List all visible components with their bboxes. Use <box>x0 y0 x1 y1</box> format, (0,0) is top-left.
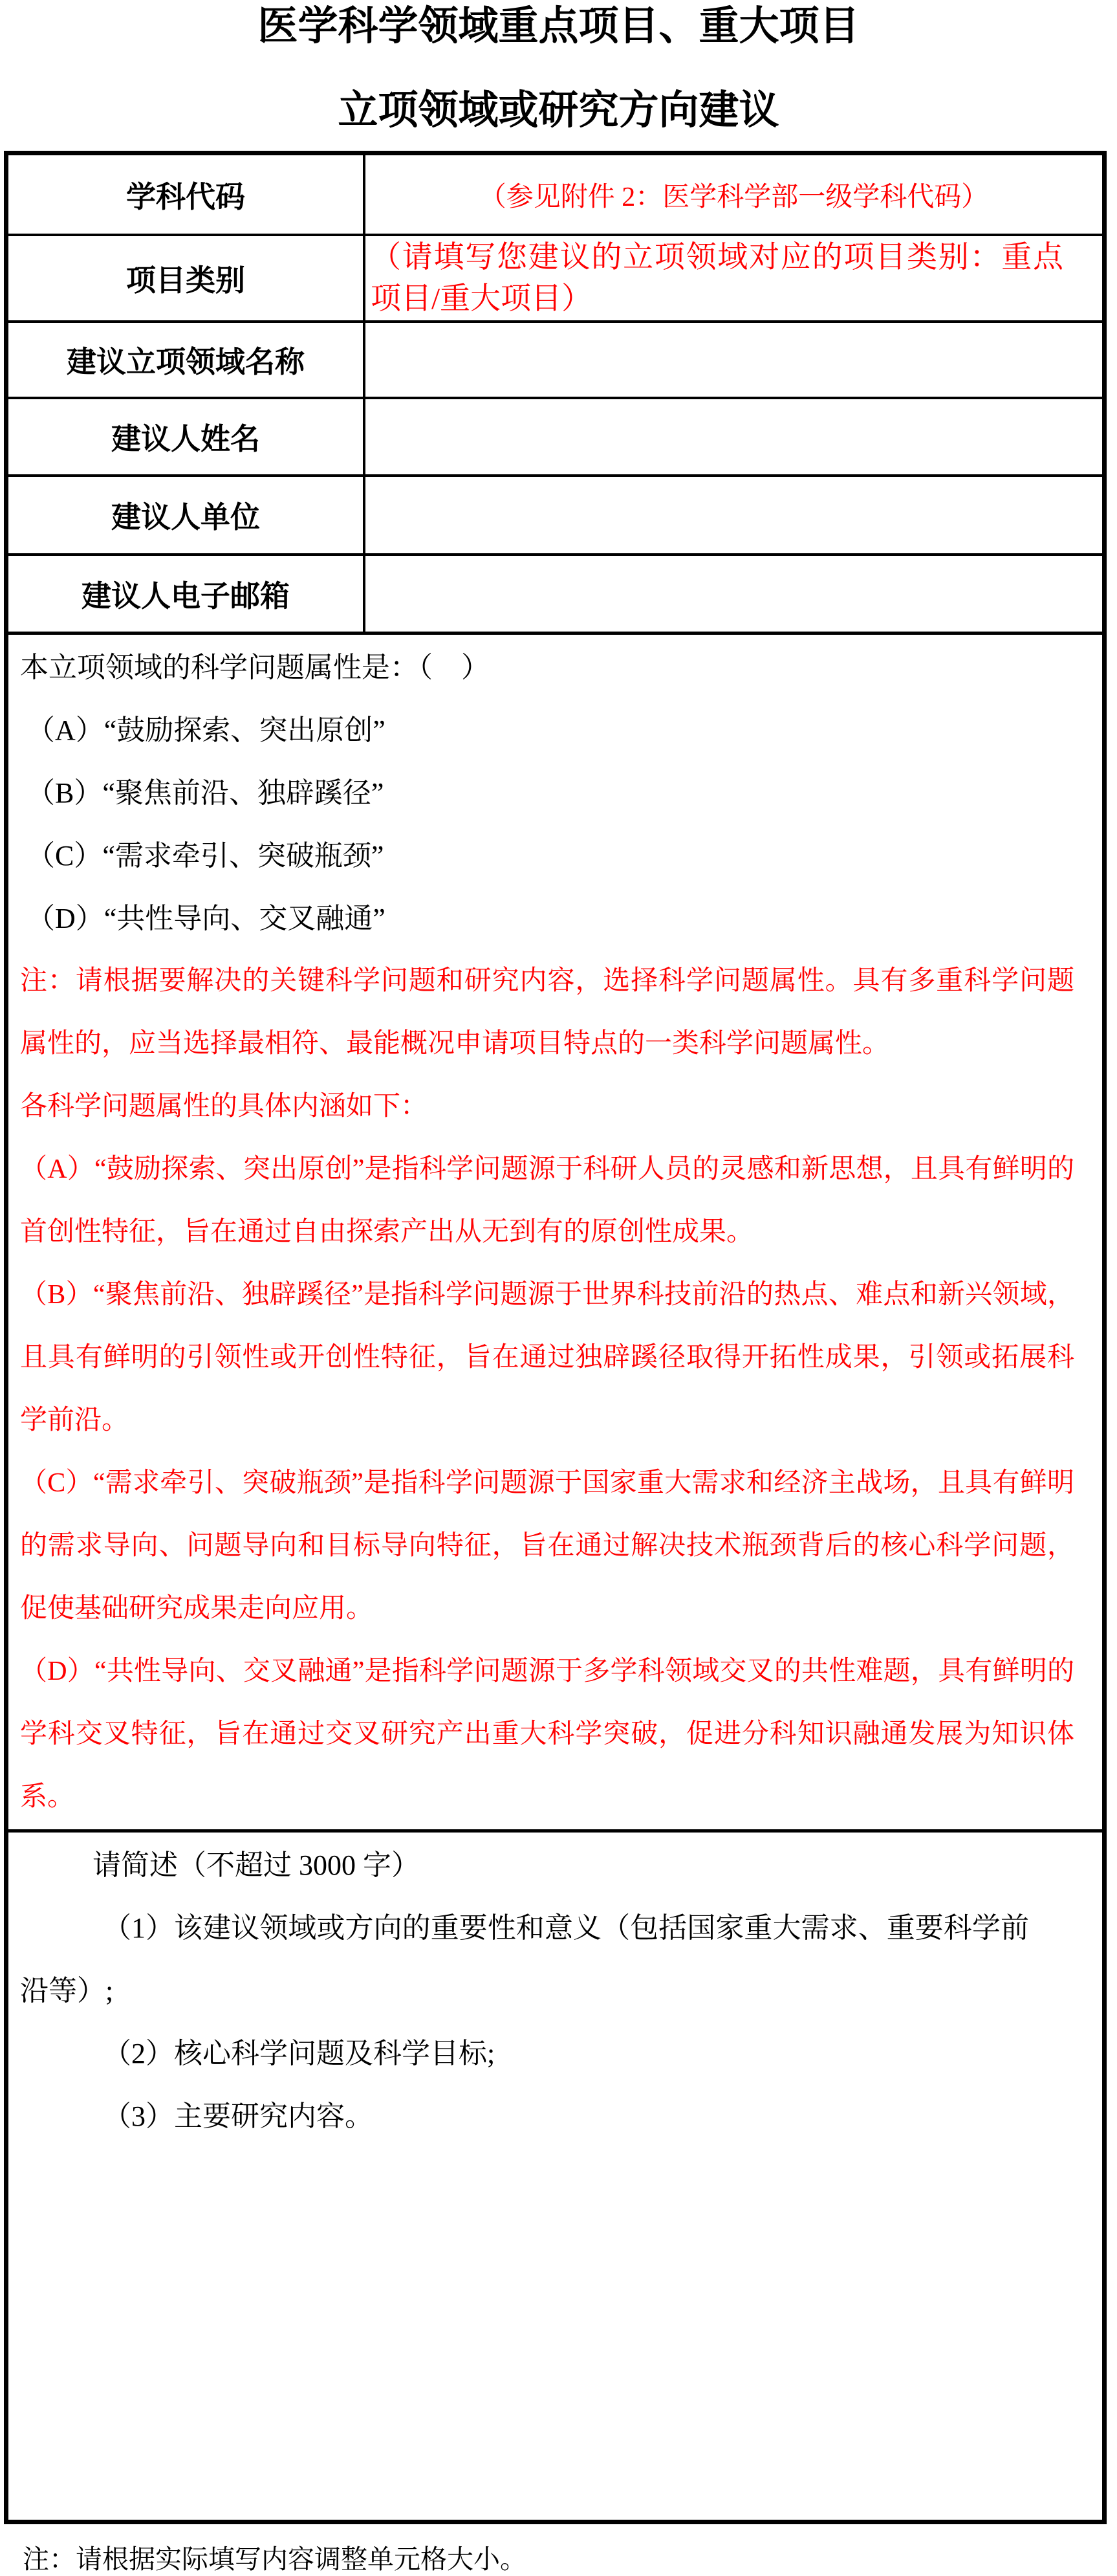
table-row-project-category <box>8 236 1102 323</box>
project-category-label: 项目类别 <box>8 236 365 320</box>
table-row-proposer-name <box>8 399 1102 477</box>
option-c: （C）“需求牵引、突破瓶颈” <box>27 840 384 872</box>
page-title-line-1: 医学科学领域重点项目、重大项目 <box>257 5 860 49</box>
option-d: （D）“共性导向、交叉融通” <box>27 903 385 934</box>
table-row-proposer-organization <box>8 477 1102 556</box>
proposer-name-label: 建议人姓名 <box>8 399 365 474</box>
attribute-definition-b: （B）“聚焦前沿、独辟蹊径”是指科学问题源于世界科技前沿的热点、难点和新兴领域，且具有鲜明的引领性或开创性特征，旨在通过独辟蹊径取得开拓性成果，引领或拓展科学前沿。 <box>20 1280 1074 1435</box>
summary-item-1: （1）该建议领域或方向的重要性和意义（包括国家重大需求、重要科学前沿等）; <box>20 1912 1029 2007</box>
project-category-input[interactable] <box>365 236 1102 320</box>
science-question-attribute-section <box>8 635 1102 1833</box>
attribute-definitions-heading: 各科学问题属性的具体内涵如下： <box>20 1092 428 1121</box>
summary-intro: 请简述（不超过 3000 字） <box>92 1849 420 1881</box>
attribute-definition-c: （C）“需求牵引、突破瓶颈”是指科学问题源于国家重大需求和经济主战场，且具有鲜明的需求导向、问题导向和目标导向特征，旨在通过解决技术瓶颈背后的核心科学问题，促使基础研究成果走向应用。 <box>20 1468 1074 1624</box>
page-title-line-2: 立项领域或研究方向建议 <box>338 89 779 133</box>
table-row-proposer-email <box>8 556 1102 635</box>
option-a: （A）“鼓励探索、突出原创” <box>27 714 385 746</box>
subject-code-label: 学科代码 <box>8 155 365 234</box>
proposer-email-input[interactable] <box>365 556 1102 632</box>
summary-item-3: （3）主要研究内容。 <box>103 2100 373 2132</box>
attribute-definition-a: （A）“鼓励探索、突出原创”是指科学问题源于科研人员的灵感和新思想，且具有鲜明的首创性特征，旨在通过自由探索产出从无到有的原创性成果。 <box>20 1154 1074 1247</box>
proposer-email-label: 建议人电子邮箱 <box>8 556 365 632</box>
summary-item-2: （2）核心科学问题及科学目标; <box>103 2038 495 2069</box>
table-row-subject-code <box>8 155 1102 236</box>
proposed-area-name-input[interactable] <box>365 323 1102 397</box>
summary-section[interactable] <box>8 1833 1102 2520</box>
proposer-name-input[interactable] <box>365 399 1102 474</box>
science-question-intro: 本立项领域的科学问题属性是：（ ） <box>20 652 490 683</box>
attribute-note: 注：请根据要解决的关键科学问题和研究内容，选择科学问题属性。具有多重科学问题属性的，应当选择最相符、最能概况申请项目特点的一类科学问题属性。 <box>20 966 1074 1059</box>
project-category-hint: （请填写您建议的立项领域对应的项目类别：重点项目/重大项目） <box>371 241 1063 316</box>
table-row-proposed-area-name <box>8 323 1102 399</box>
subject-code-input[interactable]: （参见附件 2：医学科学部一级学科代码） <box>479 182 989 212</box>
proposed-area-name-label: 建议立项领域名称 <box>8 323 365 397</box>
proposer-organization-label: 建议人单位 <box>8 477 365 553</box>
attribute-definition-d: （D）“共性导向、交叉融通”是指科学问题源于多学科领域交叉的共性难题，具有鲜明的学科交叉特征，旨在通过交叉研究产出重大科学突破，促进分科知识融通发展为知识体系。 <box>20 1657 1074 1812</box>
footer-note: 注：请根据实际填写内容调整单元格大小。 <box>23 2544 526 2574</box>
option-b: （B）“聚焦前沿、独辟蹊径” <box>27 777 384 809</box>
proposer-organization-input[interactable] <box>365 477 1102 553</box>
suggestion-form-table <box>4 151 1107 2524</box>
